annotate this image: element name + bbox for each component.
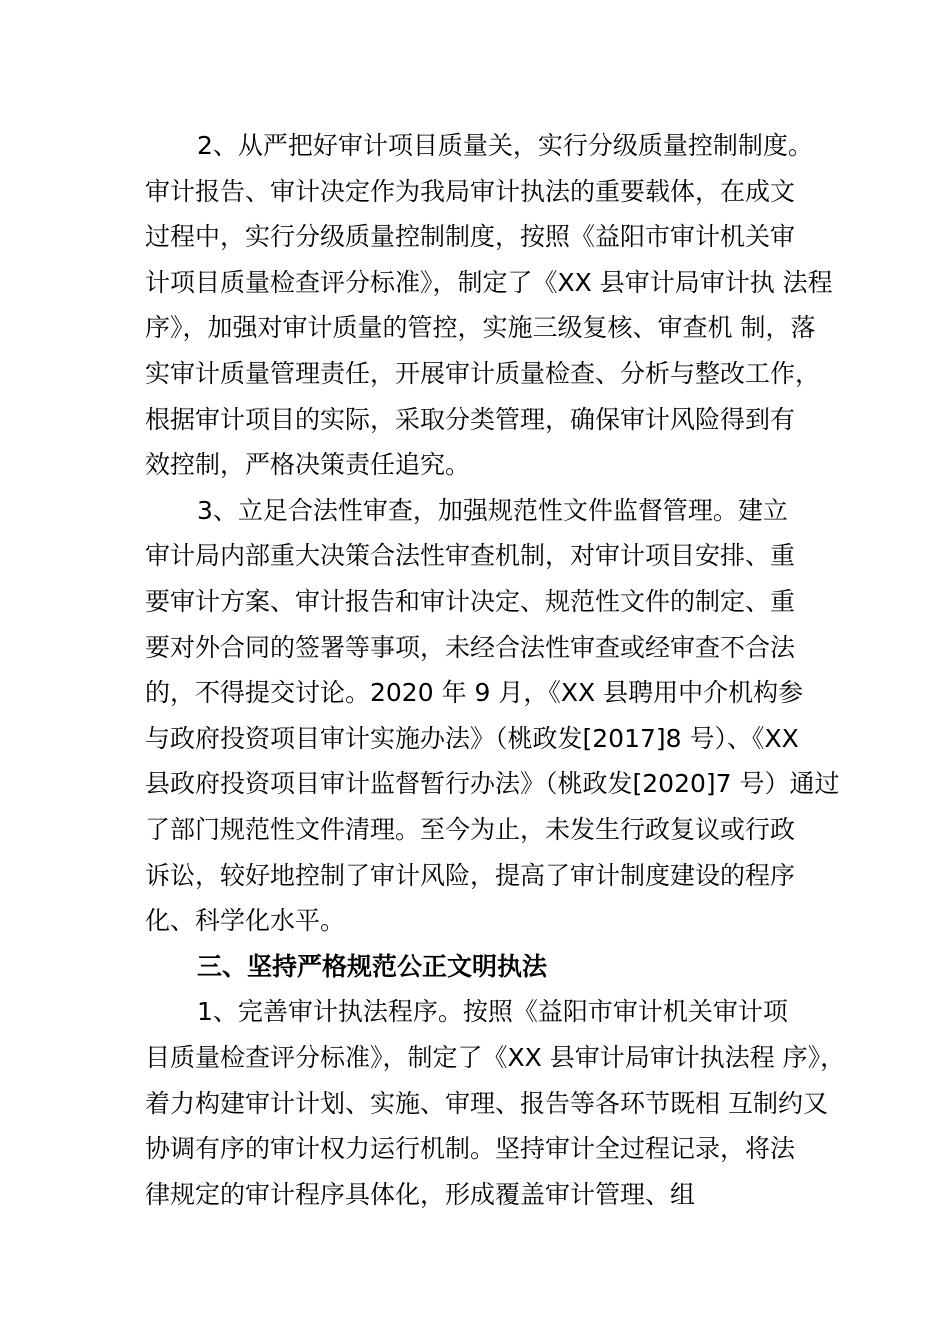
paragraph-1-first-line: 1、完善审计执法程序。按照《益阳市审计机关审计项 [197, 997, 788, 1027]
text-line: 化、科学化水平。 [145, 906, 346, 936]
text-line: 审计局内部重大决策合法性审查机制，对审计项目安排、重 [145, 541, 796, 571]
text-line: 序》，加强对审计质量的管控，实施三级复核、审查机 制，落 [145, 313, 816, 343]
text-line: 着力构建审计计划、实施、审理、报告等各环节既相 互制约又 [145, 1088, 828, 1118]
paragraph-3-first-line: 3、立足合法性审查，加强规范性文件监督管理。建立 [197, 495, 788, 525]
text-line: 要审计方案、审计报告和审计决定、规范性文件的制定、重 [145, 587, 796, 616]
text-line: 要对外合同的签署等事项，未经合法性审查或经审查不合法 [145, 632, 796, 662]
text-line: 过程中，实行分级质量控制制度，按照《益阳市审计机关审 [145, 222, 796, 252]
section-heading: 三、坚持严格规范公正文明执法 [197, 951, 548, 981]
text-line: 目质量检查评分标准》，制定了《XX 县审计局审计执法程 序》， [145, 1043, 846, 1072]
text-line: 实审计质量管理责任，开展审计质量检查、分析与整改工作， [145, 359, 821, 388]
paragraph-2-first-line: 2、从严把好审计项目质量关，实行分级质量控制制度。 [197, 131, 813, 160]
text-line: 诉讼，较好地控制了审计风险，提高了审计制度建设的程序 [145, 860, 796, 890]
text-line: 计项目质量检查评分标准》，制定了《XX 县审计局审计执 法程 [145, 267, 833, 297]
text-line: 的，不得提交讨论。2020 年 9 月，《XX 县聘用中介机构参 [145, 678, 804, 708]
text-line: 效控制，严格决策责任追究。 [145, 450, 471, 480]
text-line: 县政府投资项目审计监督暂行办法》（桃政发[2020]7 号）通过 [145, 769, 840, 799]
text-line: 了部门规范性文件清理。至今为止，未发生行政复议或行政 [145, 815, 796, 844]
text-line: 协调有序的审计权力运行机制。坚持审计全过程记录，将法 [145, 1134, 796, 1164]
text-line: 根据审计项目的实际，采取分类管理，确保审计风险得到有 [145, 404, 796, 434]
text-line: 与政府投资项目审计实施办法》（桃政发[2017]8 号）、《XX [145, 723, 799, 753]
text-line: 律规定的审计程序具体化，形成覆盖审计管理、组 [145, 1179, 696, 1209]
text-line: 审计报告、审计决定作为我局审计执法的重要载体，在成文 [145, 176, 796, 206]
